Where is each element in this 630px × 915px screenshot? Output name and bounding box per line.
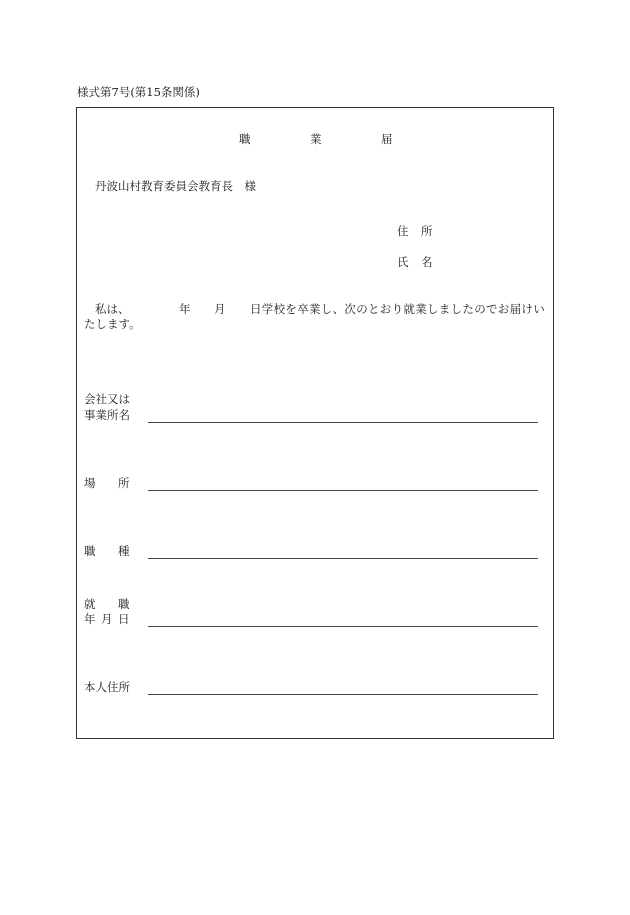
location-label-1: 場 xyxy=(84,476,96,490)
statement-line2: たします。 xyxy=(84,317,141,331)
statement-line1-rest: 日学校を卒業し、次のとおり就業しましたのでお届けい xyxy=(250,302,545,316)
home-address-input-line[interactable] xyxy=(148,694,538,695)
statement-month: 月 xyxy=(214,302,226,316)
form-number: 様式第7号(第15条関係) xyxy=(77,85,200,99)
employment-date-label-3: 年 xyxy=(84,612,96,626)
employment-date-label-4: 月 xyxy=(101,612,113,626)
job-type-label-1: 職 xyxy=(84,544,96,558)
statement-prefix: 私は、 xyxy=(95,302,130,316)
company-label-line2: 事業所名 xyxy=(84,408,130,422)
employment-date-label-2: 職 xyxy=(118,597,130,611)
company-label-line1: 会社又は xyxy=(84,392,130,406)
job-type-label-2: 種 xyxy=(118,544,130,558)
employment-date-label-5: 日 xyxy=(118,612,130,626)
employment-date-input-line[interactable] xyxy=(148,626,538,627)
location-label-2: 所 xyxy=(118,476,130,490)
applicant-name-label-2: 名 xyxy=(421,255,433,269)
location-input-line[interactable] xyxy=(148,490,538,491)
title-char-1: 職 xyxy=(239,132,251,146)
title-char-3: 届 xyxy=(381,132,393,146)
addressee: 丹波山村教育委員会教育長 様 xyxy=(95,179,256,193)
applicant-address-label-1: 住 xyxy=(397,224,409,238)
employment-date-label-1: 就 xyxy=(84,597,96,611)
form-frame xyxy=(76,107,554,739)
title-char-2: 業 xyxy=(310,132,322,146)
home-address-label: 本人住所 xyxy=(84,680,130,694)
applicant-name-label-1: 氏 xyxy=(397,255,409,269)
company-input-line[interactable] xyxy=(148,422,538,423)
applicant-address-label-2: 所 xyxy=(421,224,433,238)
statement-year: 年 xyxy=(179,302,191,316)
job-type-input-line[interactable] xyxy=(148,558,538,559)
